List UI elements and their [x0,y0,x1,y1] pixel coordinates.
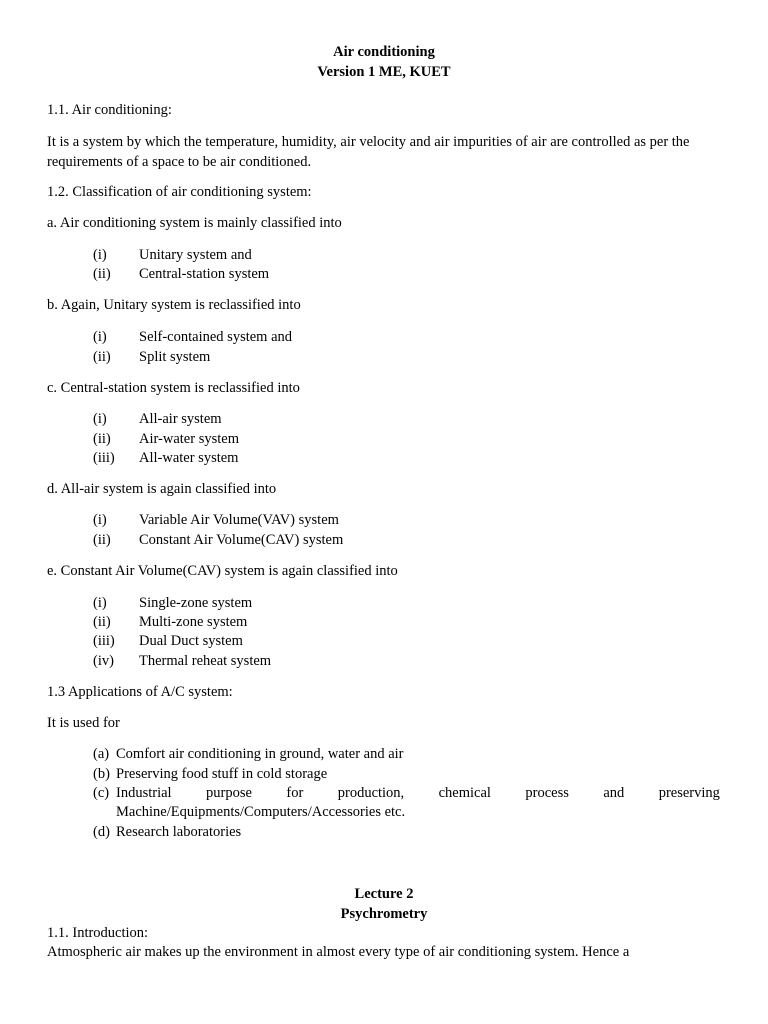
word: purpose [206,785,252,801]
list-item-number: (i) [93,329,107,345]
list-item-text: Central-station system [139,266,270,282]
section-heading-1-2: 1.2. Classification of air conditioning system: [47,184,312,200]
list-item-number: (i) [93,512,107,528]
word: Industrial [116,785,172,801]
word: and [603,785,625,801]
intro-paragraph: Atmospheric air makes up the environment in almost every type of air conditioning system. Hence a [47,944,630,960]
list-item-number: (ii) [93,349,111,365]
list-item-number: (a) [93,746,110,762]
list-item-text: Split system [139,349,211,365]
list-item-number: (d) [93,824,110,840]
list-item-text: Single-zone system [139,595,253,611]
word: chemical [438,785,491,801]
word: production, [337,785,405,801]
list-item-number: (ii) [93,431,111,447]
applications-intro: It is used for [47,715,120,731]
list-item-number: (i) [93,247,107,263]
list-item-text: Constant Air Volume(CAV) system [139,532,344,548]
word: for [286,785,304,801]
list-item-text: Dual Duct system [139,633,243,649]
list-item-number: (b) [93,766,110,782]
list-item-text: Self-contained system and [139,329,293,345]
lecture-title: Lecture 2 [354,886,414,902]
list-item-text: Variable Air Volume(VAV) system [139,512,339,528]
list-item-number: (c) [93,785,110,801]
classification-e-intro: e. Constant Air Volume(CAV) system is again classified into [47,563,398,579]
word: process [525,785,569,801]
list-item-number: (ii) [93,532,111,548]
definition-paragraph: It is a system by which the temperature, humidity, air velocity and air impurities of air are controlled as per the requirements of a space to be air conditioned. [47,134,690,170]
list-item-text: Air-water system [139,431,239,447]
list-item-text: Unitary system and [139,247,252,263]
list-item-number: (iv) [93,653,114,669]
list-item-number: (ii) [93,266,111,282]
document-subtitle: Version 1 ME, KUET [317,64,451,80]
section-heading-intro: 1.1. Introduction: [47,925,149,941]
word: preserving [658,785,720,801]
list-item-text: Research laboratories [116,824,242,840]
lecture-subtitle: Psychrometry [340,906,428,922]
list-item-number: (i) [93,595,107,611]
section-heading-1-3: 1.3 Applications of A/C system: [47,684,233,700]
list-item-text: Preserving food stuff in cold storage [116,766,328,782]
classification-a-intro: a. Air conditioning system is mainly classified into [47,215,342,231]
list-item-number: (iii) [93,633,115,649]
list-item-text: Multi-zone system [139,614,248,630]
classification-b-intro: b. Again, Unitary system is reclassified into [47,297,301,313]
list-item-number: (ii) [93,614,111,630]
classification-d-intro: d. All-air system is again classified into [47,481,277,497]
document-title: Air conditioning [333,44,435,60]
list-item-text: Comfort air conditioning in ground, water and air [116,746,404,762]
list-item-text: All-air system [139,411,222,427]
list-item-number: (i) [93,411,107,427]
classification-c-intro: c. Central-station system is reclassified into [47,380,300,396]
justified-list-line [116,784,720,803]
list-item-text: Thermal reheat system [139,653,272,669]
list-item-text: All-water system [139,450,239,466]
list-item-continuation: Machine/Equipments/Computers/Accessories etc. [116,804,406,820]
section-heading-1-1: 1.1. Air conditioning: [47,102,172,118]
list-item-number: (iii) [93,450,115,466]
